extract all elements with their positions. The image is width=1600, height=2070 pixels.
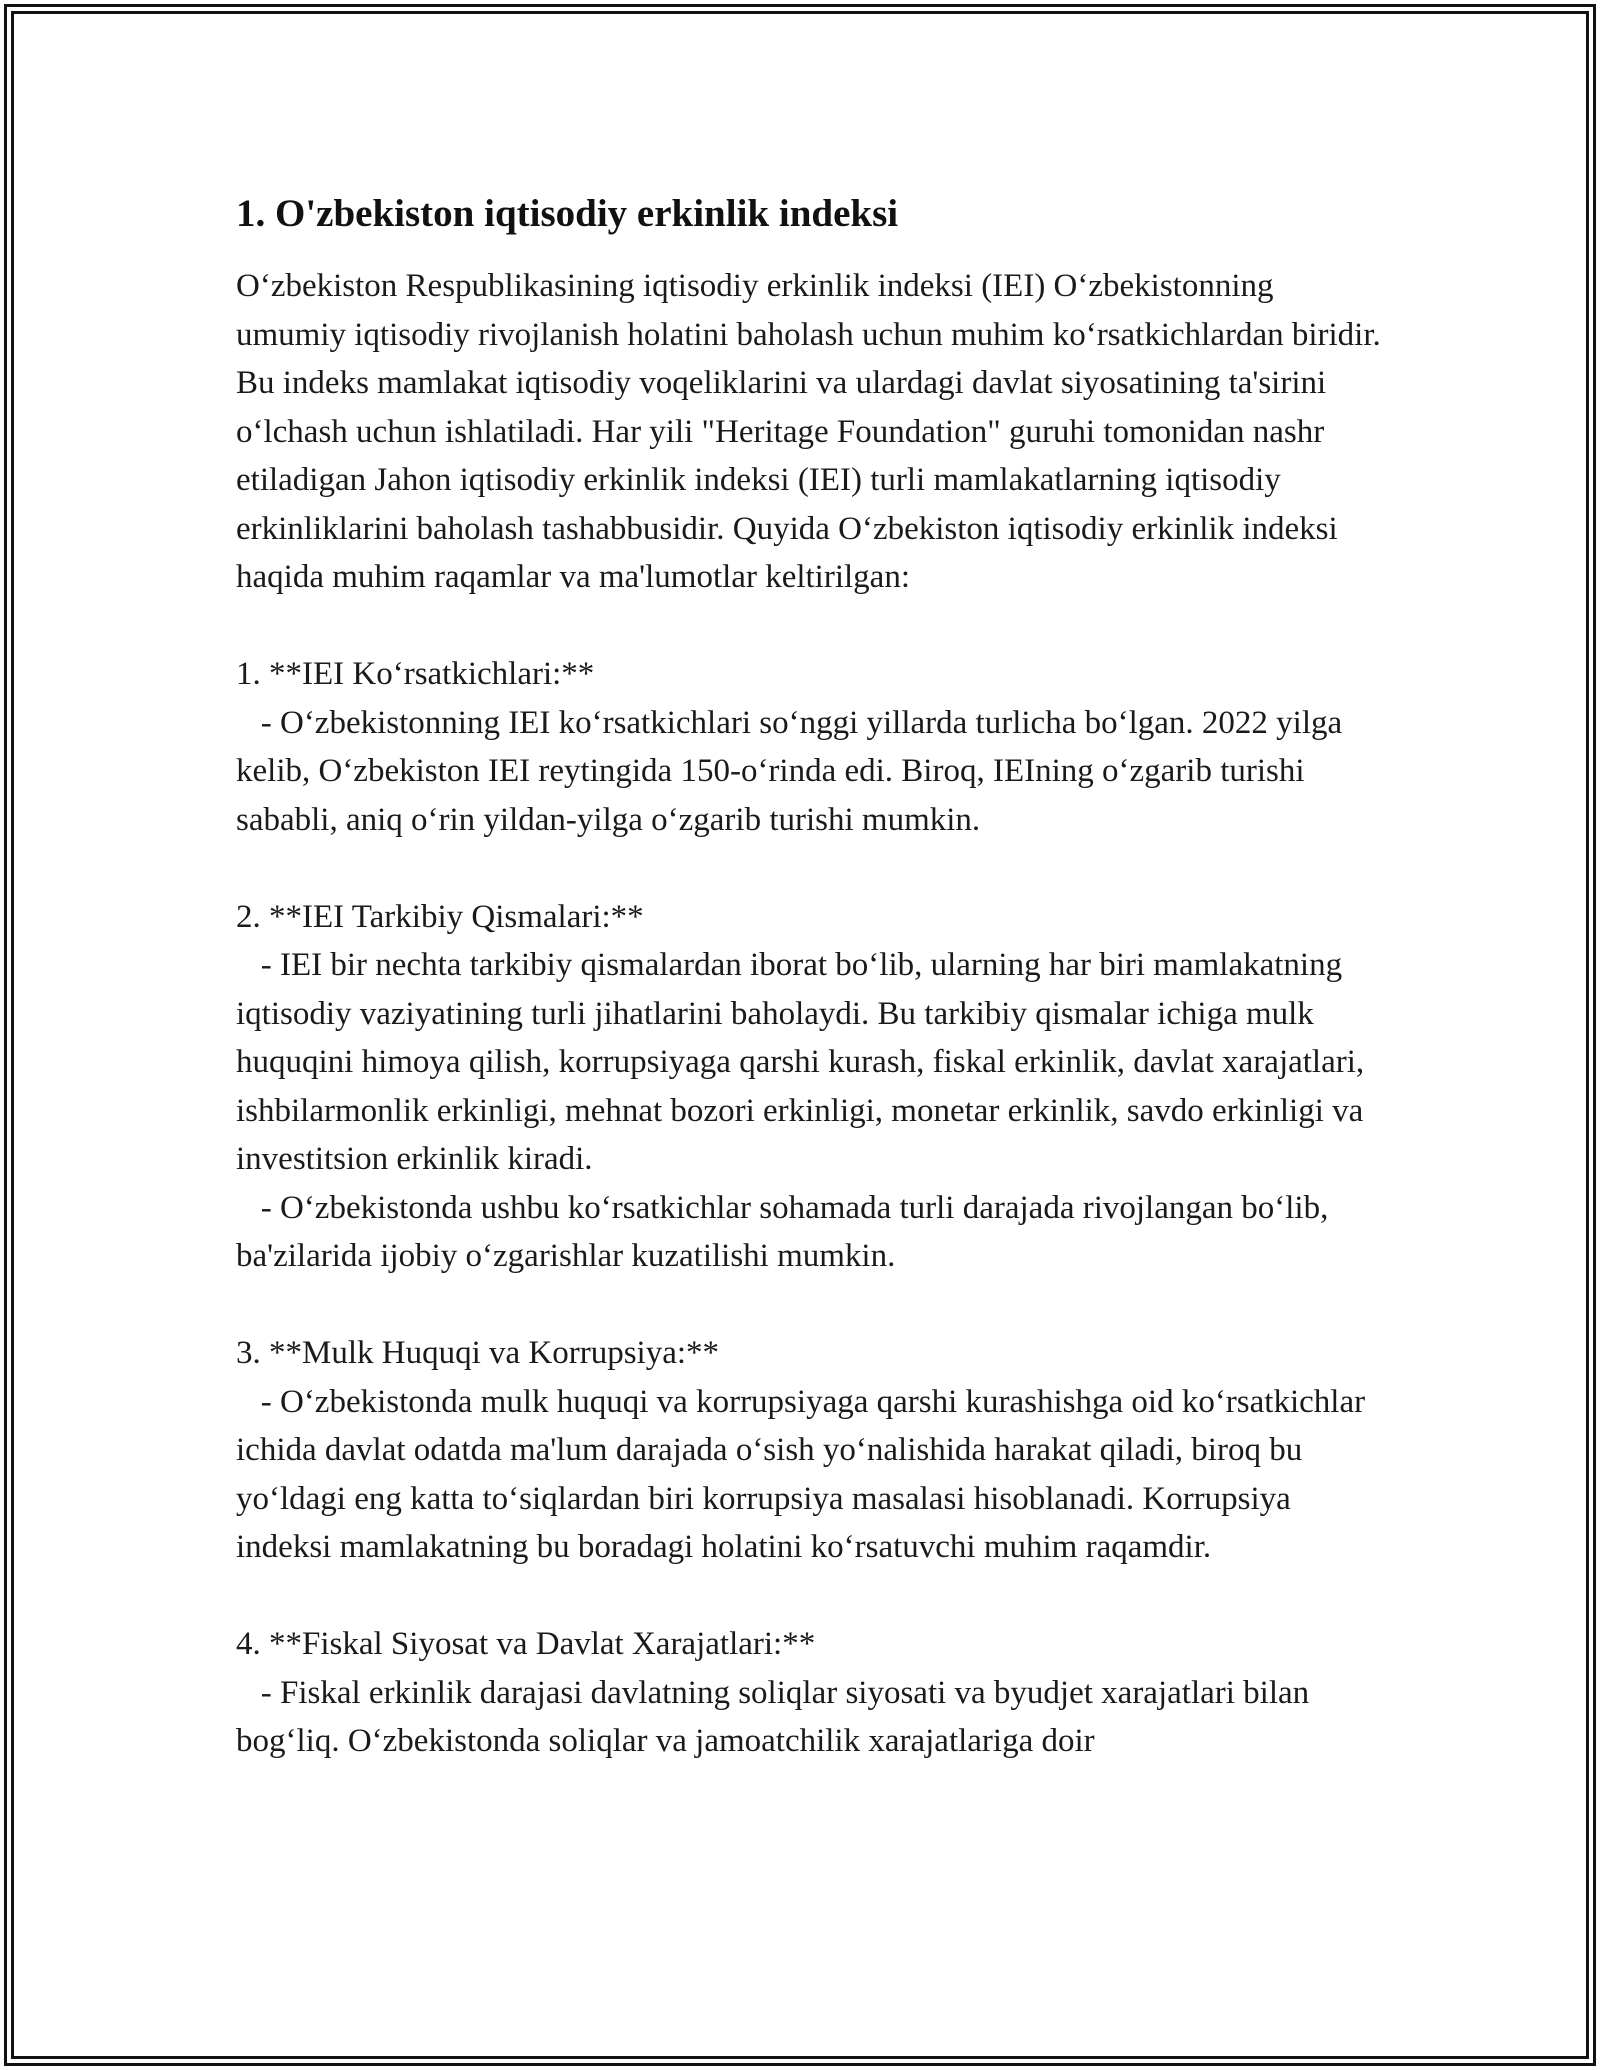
section-iei-components [236,893,1386,1281]
paragraph-gap [236,1572,1386,1621]
document-title: 1. O'zbekiston iqtisodiy erkinlik indeksi [236,192,899,235]
section-heading: 3. **Mulk Huquqi va Korrupsiya:** [236,1335,720,1371]
section-heading: 1. **IEI Ko‘rsatkichlari:** [236,656,595,692]
section-bullet: - Fiskal erkinlik darajasi davlatning soliqlar siyosati va byudjet xarajatlari bilan bog‘liq. O‘zbekistonda soliqlar va jamoatchilik xarajatlariga doir [236,1674,1318,1759]
paragraph-gap [236,602,1386,651]
section-fiscal-policy [236,1620,1386,1766]
paragraph-gap [236,844,1386,893]
section-bullet: - O‘zbekistonda ushbu ko‘rsatkichlar sohamada turli darajada rivojlangan bo‘lib, ba'zilarida ijobiy o‘zgarishlar kuzatilishi mumkin. [236,1189,1337,1274]
section-iei-indicators [236,650,1386,844]
paragraph-gap [236,1281,1386,1330]
section-heading: 2. **IEI Tarkibiy Qismalari:** [236,898,644,935]
intro-paragraph: O‘zbekiston Respublikasining iqtisodiy erkinlik indeksi (IEI) O‘zbekistonning umumiy iqtisodiy rivojlanish holatini baholash uchun muhim ko‘rsatkichlardan biridir. Bu indeks mamlakat iqtisodiy voqeliklarini va ulardagi davlat siyosatining ta'sirini o‘lchash uchun ishlatiladi. Har yili "Heritage Foundation" guruhi tomonidan nashr etiladigan Jahon iqtisodiy erkinlik indeksi (IEI) turli mamlakatlarning iqtisodiy erkinliklarini baholash tashabbusidir. Quyida O‘zbekiston iqtisodiy erkinlik indeksi haqida muhim raqamlar va ma'lumotlar keltirilgan: [236,268,1390,595]
section-property-corruption [236,1329,1386,1572]
section-bullet: - IEI bir nechta tarkibiy qismalardan iborat bo‘lib, ularning har biri mamlakatning iqtisodiy vaziyatining turli jihatlarini baholaydi. Bu tarkibiy qismalar ichiga mulk huquqini himoya qilish, korrupsiyaga qarshi kurash, fiskal erkinlik, davlat xarajatlari, ishbilarmonlik erkinligi, mehnat bozori erkinligi, monetar erkinlik, savdo erkinligi va investitsion erkinlik kiradi. [236,947,1373,1177]
section-bullet: - O‘zbekistonning IEI ko‘rsatkichlari so‘nggi yillarda turlicha bo‘lgan. 2022 yilga kelib, O‘zbekiston IEI reytingida 150-o‘rinda edi. Biroq, IEIning o‘zgarib turishi sababli, aniq o‘rin yildan-yilga o‘zgarib turishi mumkin. [236,704,1351,838]
document-body [236,186,1390,1766]
section-bullet: - O‘zbekistonda mulk huquqi va korrupsiyaga qarshi kurashishga oid ko‘rsatkichlar ichida davlat odatda ma'lum darajada o‘sish yo‘nalishida harakat qiladi, biroq bu yo‘ldagi eng katta to‘siqlardan biri korrupsiya masalasi hisoblanadi. Korrupsiya indeksi mamlakatning bu boradagi holatini ko‘rsatuvchi muhim raqamdir. [236,1383,1374,1565]
section-heading: 4. **Fiskal Siyosat va Davlat Xarajatlari:** [236,1626,816,1662]
